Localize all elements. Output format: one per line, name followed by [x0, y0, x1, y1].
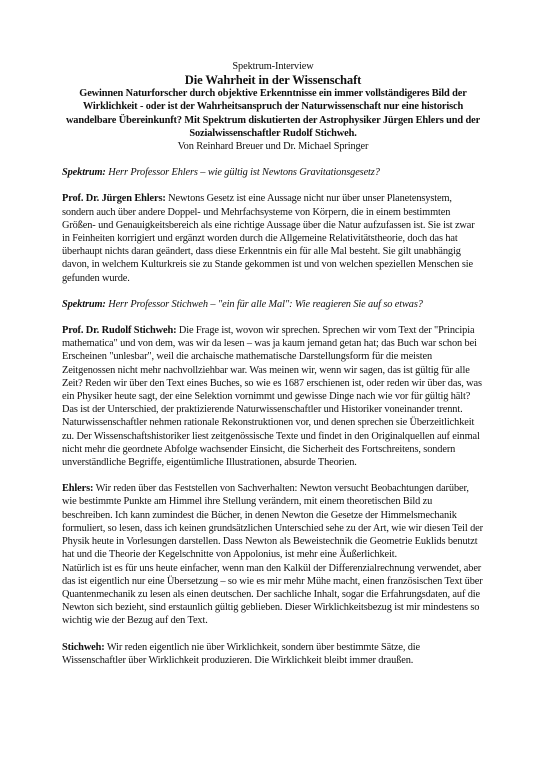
answer-2 — [62, 324, 484, 469]
answer-text: Wir reden über das Feststellen von Sachverhalten: Newton versucht Beobachtungen darüber, wie bestimmte Punkte am Himmel ihre Stellung verändern, mit einem theoretischen Bild zu beschreiben. Ich kann zumindest die Bücher, in denen Newton die Gesetze der Himmelsmechanik formuliert, so lesen, dass ich keinen grundsätzlichen Unterschied sehe zu der Art, wie wir diesen Teil der Physik heute in Vorlesungen darstellen. Dass Newton als Beweistechnik die Geometrie Euklids benutzt hat und die Theorie der Kegelschnitte von Appolonius, ist mehr eine Äußerlichkeit. — [62, 483, 483, 561]
question-1 — [62, 166, 484, 179]
question-text: Herr Professor Ehlers – wie gültig ist Newtons Gravitationsgesetz? — [105, 167, 380, 179]
answer-text: Die Frage ist, wovon wir sprechen. Sprechen wir vom Text der "Principia mathematica" und von dem, was wir da lesen – was ja kaum jemand getan hat; das Buch war schon bei Erscheinen "unlesbar", weil die archaische mathematische Darstellungsform für die meisten Zeitgenossen nicht mehr nachvollziehbar war. Was meinen wir, wenn wir sagen, das ist gültig für alle Zeit? Reden wir über den Text eines Buches, so wie es 1687 erschienen ist, oder reden wir über das, was ein Physiker heute sagt, der eine Selektion vornimmt und gewisse Dinge nach wie vor für gültig hält? — [62, 325, 482, 403]
answer-speaker: Ehlers: — [62, 483, 94, 495]
article-header — [62, 60, 484, 153]
answer-speaker: Prof. Dr. Jürgen Ehlers: — [62, 193, 166, 205]
answer-text-continued: Natürlich ist es für uns heute einfacher, wenn man den Kalkül der Differenzialrechnung verwendet, aber das ist eigentlich nur eine Übersetzung – so wie es mir mehr Mühe macht, einen französischen Text über Quantenmechanik zu lesen als einen deutschen. Der sachliche Inhalt, sogar die Erfahrungsdaten, auf die Newton sich bezieht, sind erstaunlich gültig geblieben. Dieser Wirklichkeitsbezug ist mir mindestens so wichtig wie der Bezug auf den Text. — [62, 562, 483, 627]
question-speaker: Spektrum: — [62, 298, 106, 310]
answer-speaker: Stichweh: — [62, 641, 105, 653]
question-speaker: Spektrum: — [62, 167, 106, 179]
answer-text: Wir reden eigentlich nie über Wirklichkeit, sondern über bestimmte Sätze, die Wissenschaftler über Wirklichkeit produzieren. Die Wirklichkeit bleibt immer draußen. — [62, 641, 421, 666]
answer-paragraph — [62, 324, 484, 403]
answer-speaker: Prof. Dr. Rudolf Stichweh: — [62, 325, 177, 337]
article-title: Die Wahrheit in der Wissenschaft — [184, 73, 362, 88]
lede: Gewinnen Naturforscher durch objektive Erkenntnisse ein immer vollständigeres Bild der Wirklichkeit - oder ist der Wahrheitsanspruch der Naturwissenschaft nur eine historisch wandelbare Übereinkunft? Mit Spektrum diskutierten der Astrophysiker Jürgen Ehlers und der Sozialwissenschaftler Rudolf Stichweh. — [65, 88, 481, 139]
question-text: Herr Professor Stichweh – "ein für alle Mal": Wie reagieren Sie auf so etwas? — [105, 298, 423, 310]
answer-4 — [62, 641, 484, 667]
byline: Von Reinhard Breuer und Dr. Michael Springer — [177, 141, 369, 153]
answer-text-continued: Das ist der Unterschied, der praktizierende Naturwissenschaftler und Historiker voneinander trennt. Naturwissenschaftler nehmen rationale Rekonstruktionen vor, und denen sprechen sie Überzeitlichkeit zu. Der Wissenschaftshistoriker liest zeitgenössische Texte und findet in den Originalquellen auf einmal nicht mehr die geordnete Abfolge wachsender Einsicht, die Sicherheit des Fortschreitens, sondern unverständliche Begriffe, eigentümliche Illustrationen, absurde Theorien. — [62, 404, 480, 469]
question-2 — [62, 298, 484, 311]
article — [62, 60, 484, 680]
answer-text: Newtons Gesetz ist eine Aussage nicht nur über unser Planetensystem, sondern auch über andere Doppel- und Mehrfachsysteme von Körpern, die in einem bestimmten Größen- und Genauigkeitsbereich als eine richtige Aussage über die Natur aufzufassen ist. Sie ist zwar in Feinheiten korrigiert und ergänzt worden durch die Allgemeine Relativitätstheorie, doch das hat überhaupt nichts daran geändert, dass diese Erkenntnis ein für alle Mal besteht. Sie gilt unabhängig davon, in welchem Kulturkreis sie zu Stande gekommen ist und von welchen speziellen Menschen sie gefunden wurde. — [62, 193, 475, 284]
kicker: Spektrum-Interview — [232, 61, 314, 72]
answer-1 — [62, 192, 484, 284]
answer-3 — [62, 482, 484, 627]
answer-paragraph — [62, 482, 484, 561]
